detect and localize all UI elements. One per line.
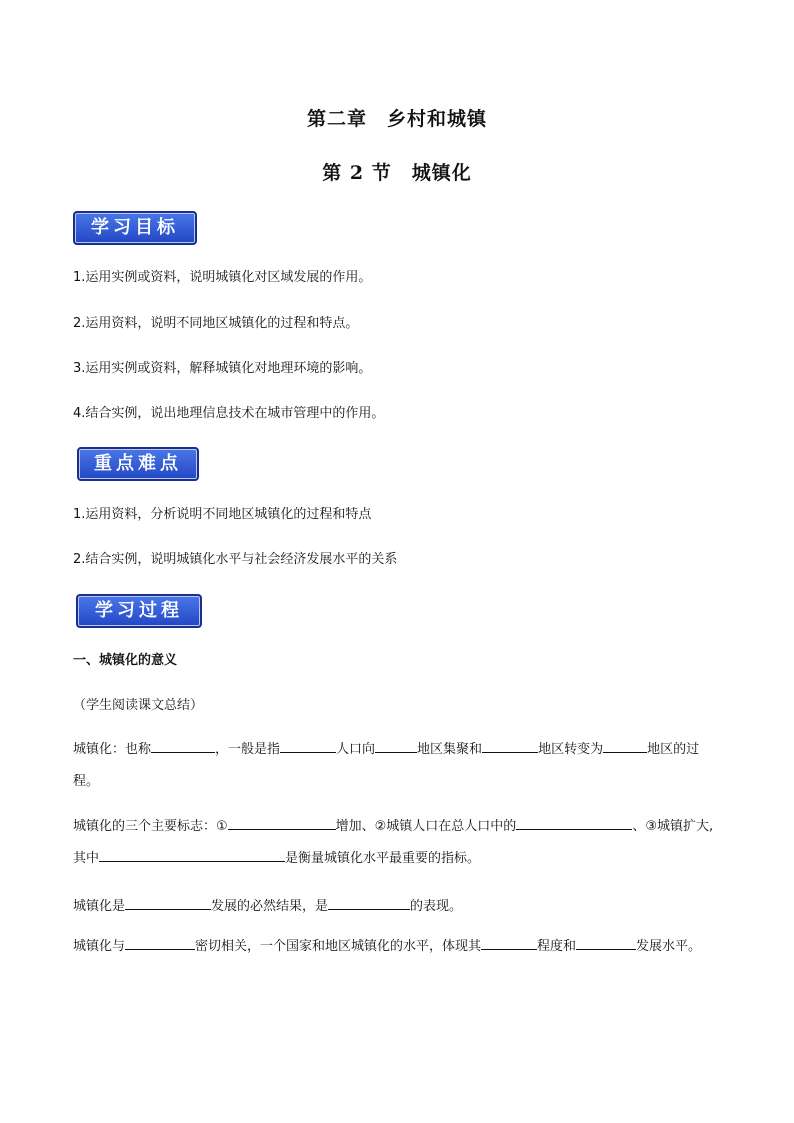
learning-process-badge: 学习过程 — [76, 594, 202, 628]
fill-blank[interactable] — [280, 738, 336, 753]
goal-item: 2.运用资料，说明不同地区城镇化的过程和特点。 — [73, 316, 359, 331]
fill-blank[interactable] — [125, 895, 211, 910]
reading-note: （学生阅读课文总结） — [73, 698, 204, 713]
fill-blank[interactable] — [516, 815, 632, 830]
fill-blank[interactable] — [99, 847, 285, 862]
fill-blank[interactable] — [151, 738, 215, 753]
goal-item: 3.运用实例或资料，解释城镇化对地理环境的影响。 — [73, 361, 372, 376]
key-point-item: 2.结合实例，说明城镇化水平与社会经济发展水平的关系 — [73, 552, 398, 567]
goal-item: 4.结合实例，说出地理信息技术在城市管理中的作用。 — [73, 406, 385, 421]
paragraph-relation: 城镇化与 密切相关，一个国家和地区城镇化的水平，体现其 程度和 发展水平。 — [73, 931, 723, 963]
paragraph-result: 城镇化是 发展的必然结果，是 的表现。 — [73, 895, 723, 916]
fill-blank[interactable] — [328, 895, 410, 910]
subsection-heading: 一、城镇化的意义 — [73, 653, 178, 668]
key-points-badge: 重点难点 — [77, 447, 199, 481]
fill-blank[interactable] — [481, 935, 537, 950]
section-title: 第 2 节 城镇化 — [322, 162, 472, 184]
fill-blank[interactable] — [482, 738, 538, 753]
paragraph-indicators: 城镇化的三个主要标志：① 增加、②城镇人口在总人口中的 、③城镇扩大, 其中 是衡量城镇化水平最重要的指标。 — [73, 811, 723, 875]
fill-blank[interactable] — [576, 935, 636, 950]
fill-blank[interactable] — [228, 815, 336, 830]
learning-goals-badge: 学习目标 — [73, 211, 197, 245]
fill-blank[interactable] — [125, 935, 195, 950]
key-point-item: 1.运用资料，分析说明不同地区城镇化的过程和特点 — [73, 507, 372, 522]
goal-item: 1.运用实例或资料，说明城镇化对区域发展的作用。 — [73, 270, 372, 285]
paragraph-definition: 城镇化：也称 ，一般是指 人口向 地区集聚和 地区转变为 地区的过程。 — [73, 734, 723, 798]
fill-blank[interactable] — [375, 738, 417, 753]
fill-blank[interactable] — [603, 738, 647, 753]
chapter-title: 第二章 乡村和城镇 — [306, 108, 487, 130]
